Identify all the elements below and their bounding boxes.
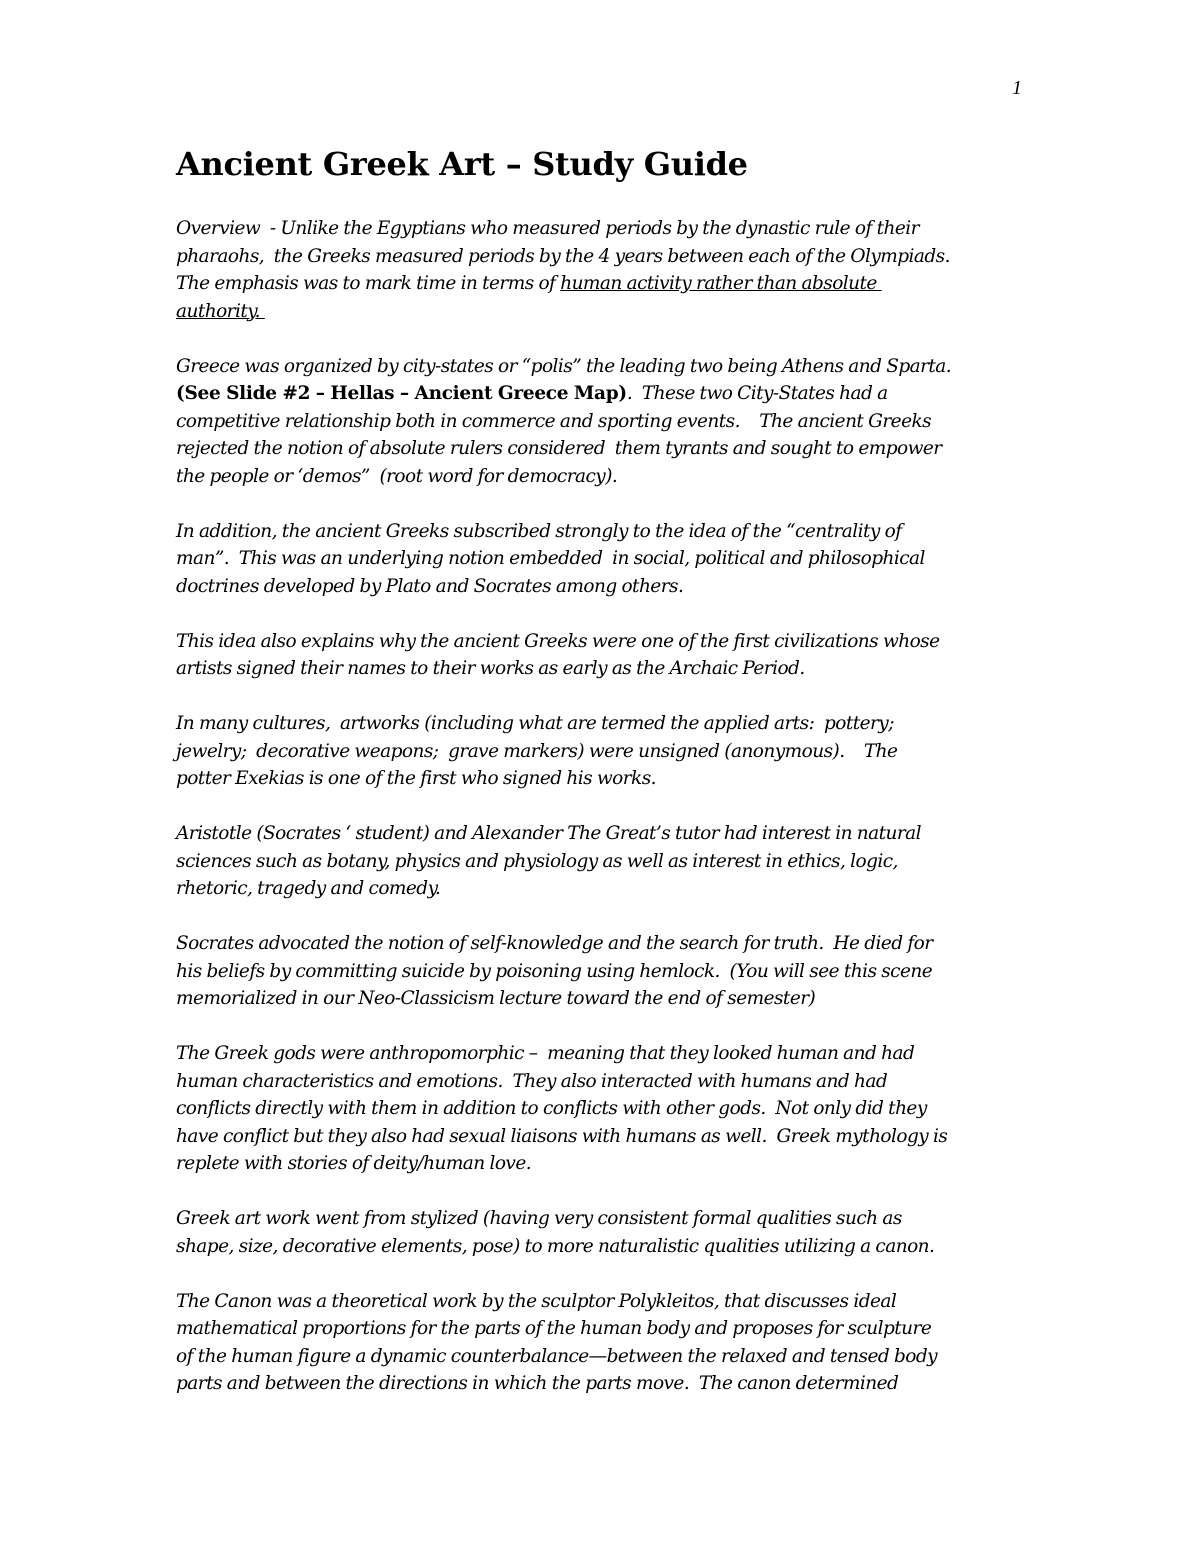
text-line: [176, 215, 1036, 243]
text-line: [176, 1315, 1036, 1343]
text-line: [176, 1040, 1036, 1068]
text-run: Greek art work went from stylized (having very consistent formal qualities such as: [176, 1208, 902, 1229]
text-run: In addition, the ancient Greeks subscribed strongly to the idea of the “centrality of: [176, 520, 902, 542]
text-line: [176, 298, 1036, 326]
text-run: replete with stories of deity/human love.: [176, 1153, 532, 1174]
text-line: [176, 545, 1036, 573]
text-run: the people or ‘demos” (root word for democracy).: [176, 465, 618, 487]
document-body: [176, 215, 1036, 1425]
text-line: [176, 1123, 1036, 1151]
text-run: potter Exekias is one of the first who signed his works.: [176, 768, 656, 789]
text-line: [176, 573, 1036, 601]
text-line: [176, 985, 1036, 1013]
paragraph: [176, 628, 1036, 683]
text-line: [176, 1370, 1036, 1398]
text-run: artists signed their names to their works as early as the Archaic Period.: [176, 658, 805, 679]
text-line: [176, 930, 1036, 958]
text-line: [176, 270, 1036, 298]
document-title: Ancient Greek Art – Study Guide: [176, 145, 748, 183]
text-run: The Canon was a theoretical work by the sculptor Polykleitos, that discusses ideal: [176, 1290, 897, 1312]
text-run: Socrates advocated the notion of self-knowledge and the search for truth. He died for: [176, 933, 933, 954]
text-line: [176, 380, 1036, 408]
text-run: of the human figure a dynamic counterbalance—between the relaxed and tensed body: [176, 1345, 938, 1367]
text-line: [176, 1288, 1036, 1316]
text-line: [176, 628, 1036, 656]
paragraph: [176, 710, 1036, 793]
text-run: parts and between the directions in which the parts move. The canon determined: [176, 1373, 899, 1394]
text-run: In many cultures, artworks (including what are termed the applied arts: pottery;: [176, 713, 894, 734]
text-line: [176, 408, 1036, 436]
text-line: [176, 463, 1036, 491]
text-line: [176, 655, 1036, 683]
text-run: have conflict but they also had sexual liaisons with humans as well. Greek mythology is: [176, 1125, 948, 1147]
text-run: jewelry; decorative weapons; grave markers) were unsigned (anonymous). The: [176, 740, 898, 762]
text-line: [176, 1343, 1036, 1371]
text-line: [176, 1068, 1036, 1096]
paragraph: [176, 1205, 1036, 1260]
text-run: mathematical proportions for the parts of the human body and proposes for sculpture: [176, 1318, 932, 1339]
text-run: competitive relationship both in commerce and sporting events. The ancient Greeks: [176, 410, 932, 432]
text-run: rhetoric, tragedy and comedy.: [176, 878, 441, 899]
text-line: [176, 958, 1036, 986]
text-line: [176, 710, 1036, 738]
text-run: conflicts directly with them in addition to conflicts with other gods. Not only did they: [176, 1098, 927, 1119]
text-line: [176, 353, 1036, 381]
underlined-text: authority.: [176, 300, 265, 322]
text-run: This idea also explains why the ancient Greeks were one of the first civilizations whose: [176, 630, 940, 652]
text-line: [176, 243, 1036, 271]
paragraph: [176, 820, 1036, 903]
text-line: [176, 820, 1036, 848]
text-run: pharaohs, the Greeks measured periods by the 4 years between each of the Olympiads.: [176, 245, 950, 267]
bold-text: (: [176, 383, 185, 404]
paragraph: [176, 518, 1036, 601]
text-run: his beliefs by committing suicide by poisoning using hemlock. (You will see this scene: [176, 960, 933, 982]
text-line: [176, 738, 1036, 766]
text-run: memorialized in our Neo-Classicism lecture toward the end of semester): [176, 988, 816, 1009]
text-line: [176, 1233, 1036, 1261]
text-line: [176, 1150, 1036, 1178]
paragraph: [176, 215, 1036, 325]
text-line: [176, 875, 1036, 903]
text-line: [176, 1095, 1036, 1123]
paragraph: [176, 930, 1036, 1013]
paragraph: [176, 353, 1036, 491]
text-run: The Greek gods were anthropomorphic – meaning that they looked human and had: [176, 1043, 915, 1064]
text-run: . These two City-States had a: [626, 383, 888, 404]
paragraph: [176, 1040, 1036, 1178]
text-line: [176, 435, 1036, 463]
text-run: Aristotle (Socrates ‘ student) and Alexander The Great’s tutor had interest in natural: [176, 823, 922, 844]
text-run: rejected the notion of absolute rulers considered them tyrants and sought to empower: [176, 438, 942, 459]
text-run: Overview - Unlike the Egyptians who measured periods by the dynastic rule of their: [176, 218, 919, 239]
text-line: [176, 848, 1036, 876]
text-run: sciences such as botany, physics and physiology as well as interest in ethics, logic,: [176, 850, 898, 872]
bold-text: See Slide #2 – Hellas – Ancient Greece Map): [184, 383, 627, 404]
paragraph: [176, 1288, 1036, 1398]
text-run: man”. This was an underlying notion embedded in social, political and philosophical: [176, 548, 925, 569]
underlined-text: human activity rather than absolute: [560, 273, 882, 294]
text-line: [176, 518, 1036, 546]
page-number: 1: [1012, 77, 1022, 99]
text-run: human characteristics and emotions. They also interacted with humans and had: [176, 1070, 888, 1092]
text-run: doctrines developed by Plato and Socrates among others.: [176, 575, 684, 597]
text-line: [176, 1205, 1036, 1233]
text-run: Greece was organized by city-states or “polis” the leading two being Athens and Sparta.: [176, 355, 952, 377]
text-run: shape, size, decorative elements, pose) to more naturalistic qualities utilizing a canon.: [176, 1235, 935, 1257]
text-line: [176, 765, 1036, 793]
text-run: The emphasis was to mark time in terms of: [176, 273, 561, 294]
